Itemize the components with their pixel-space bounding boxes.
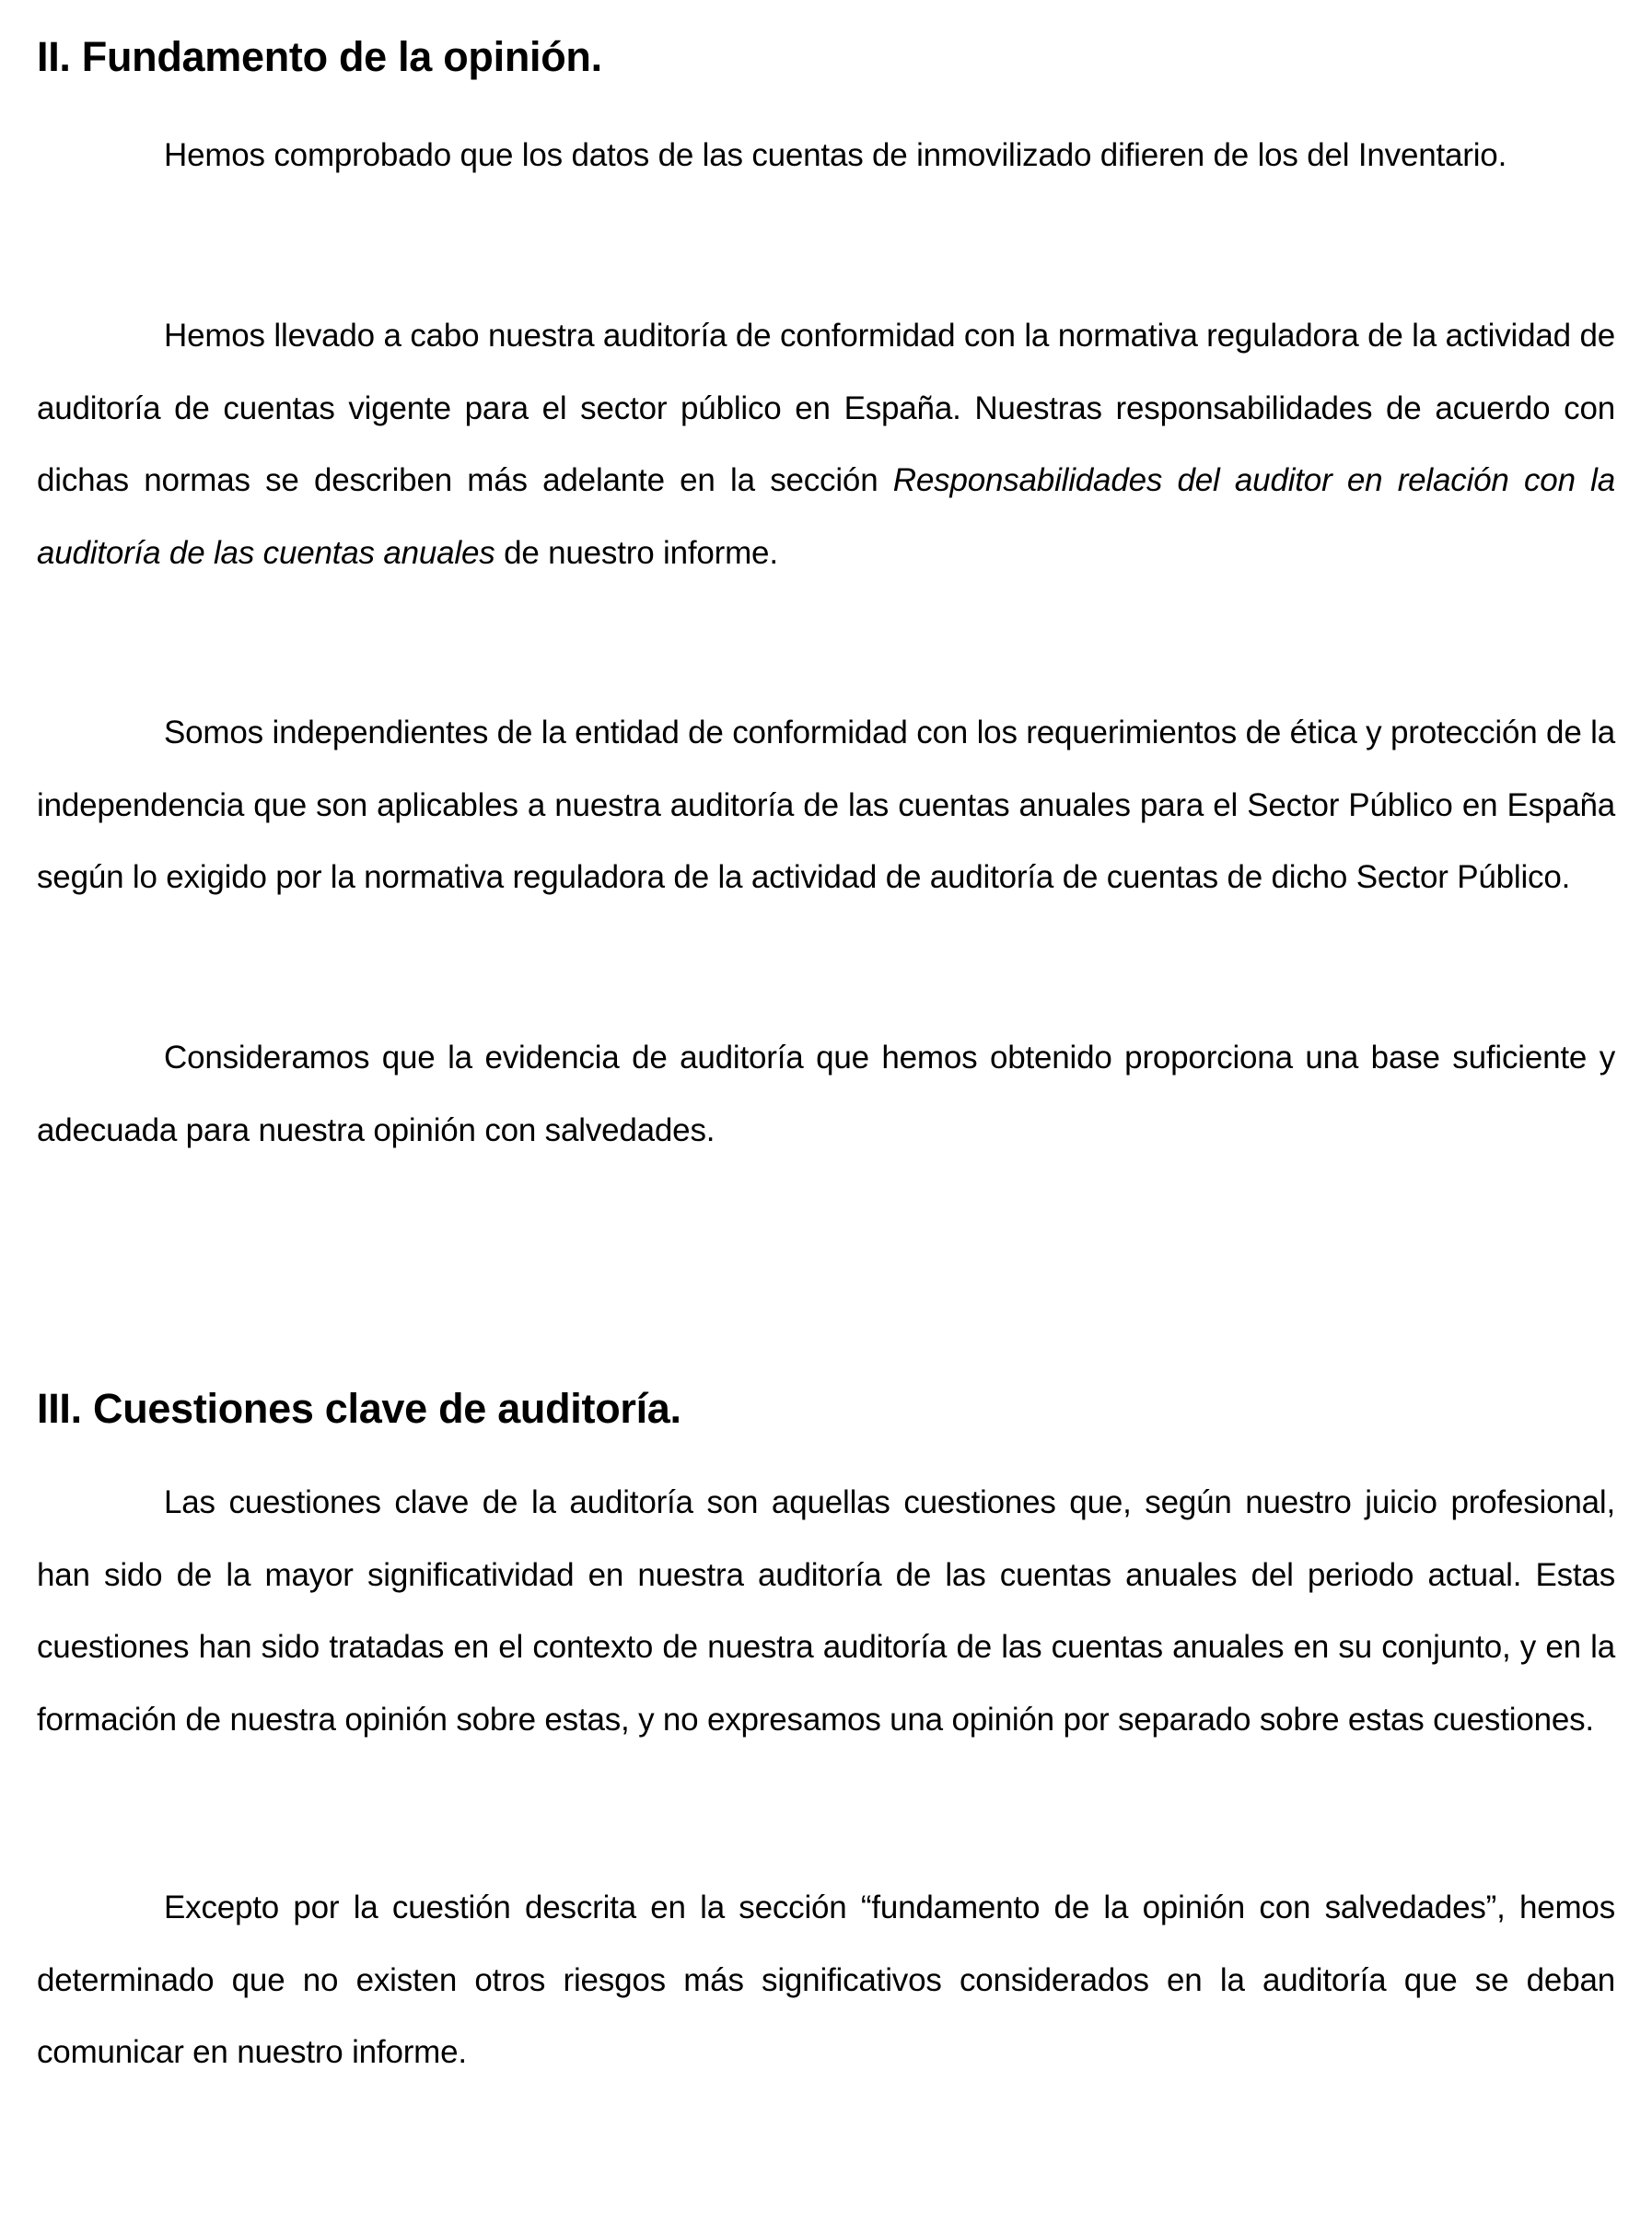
paragraph-inventario: Hemos comprobado que los datos de las cuentas de inmovilizado difieren de los del Inventario. xyxy=(164,137,1507,173)
section-heading-fundamento: II. Fundamento de la opinión. xyxy=(37,33,602,80)
italic-section-reference: Responsabilidades del auditor en relación con la auditoría de las cuentas anuales xyxy=(37,462,1615,571)
paragraph-independencia: Somos independientes de la entidad de conformidad con los requerimientos de ética y protección de la independencia que son aplicables a nuestra auditoría de las cuentas anuales para el Sector Público en España según lo exigido por la normativa reguladora de la actividad de auditoría de cuentas de dicho Sector Público. xyxy=(37,715,1615,895)
paragraph-cuestiones-clave: Las cuestiones clave de la auditoría son aquellas cuestiones que, según nuestro juicio profesional, han sido de la mayor significatividad en nuestra auditoría de las cuentas anuales del periodo actual. Estas cuestiones han sido tratadas en el contexto de nuestra auditoría de las cuentas anuales en su conjunto, y en la formación de nuestra opinión sobre estas, y no expresamos una opinión por separado sobre estas cuestiones. xyxy=(37,1484,1615,1738)
paragraph-text: Hemos llevado a cabo nuestra auditoría de conformidad con la normativa reguladora de la actividad de auditoría de cuentas vigente para el sector público en España. Nuestras responsabilidades de acuerdo con dichas normas se describen más adelante en la sección xyxy=(37,318,1615,498)
paragraph-excepto: Excepto por la cuestión descrita en la sección “fundamento de la opinión con salvedades”, hemos determinado que no existen otros riesgos más significativos considerados en la auditoría que se deban comunicar en nuestro informe. xyxy=(37,1890,1615,2070)
paragraph-text: de nuestro informe. xyxy=(494,534,778,571)
paragraph-evidencia: Consideramos que la evidencia de auditoría que hemos obtenido proporciona una base suficiente y adecuada para nuestra opinión con salvedades. xyxy=(37,1040,1615,1148)
paragraph-auditoria-normativa xyxy=(37,300,1615,589)
section-heading-cuestiones-clave: III. Cuestiones clave de auditoría. xyxy=(37,1385,681,1432)
